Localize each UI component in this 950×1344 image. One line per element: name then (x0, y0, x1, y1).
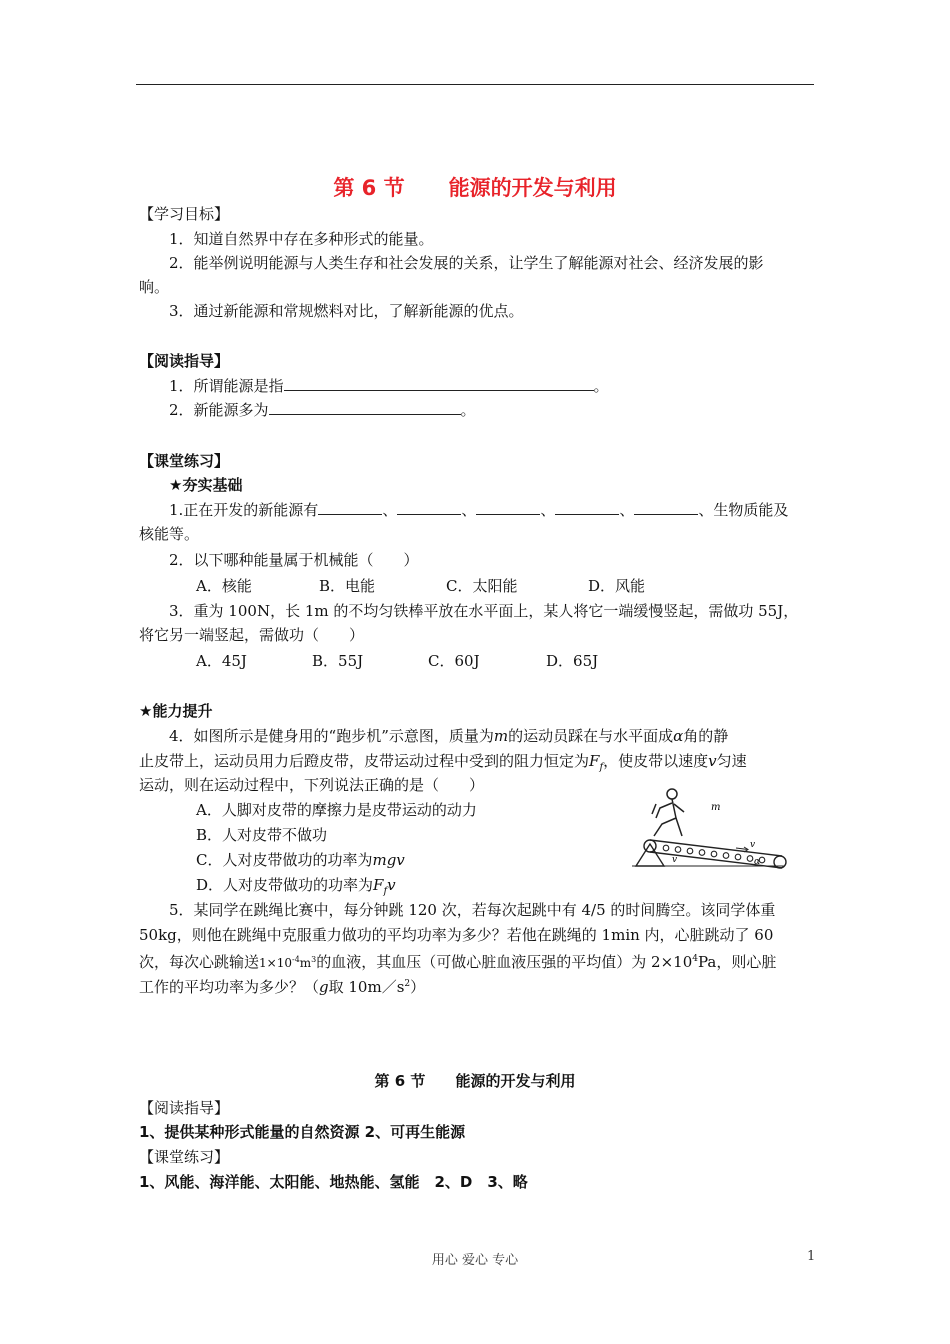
answer-blank[interactable] (397, 500, 461, 515)
practice-q4-line3: 运动，则在运动过程中，下列说法正确的是（ ） (139, 776, 485, 794)
goal-item: 1．知道自然界中存在多种形式的能量。 (169, 230, 434, 248)
answer-blank[interactable] (634, 500, 698, 515)
belt-top (650, 840, 782, 856)
page-footer: 用心 爱心 专心 (431, 1253, 519, 1268)
option: A．人脚对皮带的摩擦力是皮带运动的动力 (196, 801, 477, 819)
answers-practice: 1、风能、海洋能、太阳能、地热能、氢能 2、D 3、略 (139, 1173, 528, 1191)
answer-blank[interactable] (284, 376, 594, 391)
treadmill-figure (632, 784, 788, 870)
practice-q5-line1: 5．某同学在跳绳比赛中，每分钟跳 120 次，若每次起跳中有 4/5 的时间腾空。该同学体重 (169, 901, 776, 919)
roller (644, 840, 656, 852)
practice-q2: 2．以下哪种能量属于机械能（ ） (169, 551, 419, 569)
answers-title: 第 6 节 能源的开发与利用 (374, 1072, 576, 1090)
fig-label-v-bottom: v (672, 855, 678, 865)
fig-label-m: m (711, 802, 721, 813)
practice-q4-line1: 4．如图所示是健身用的“跑步机”示意图，质量为m的运动员踩在与水平面成α角的静 (169, 727, 729, 745)
option: B．人对皮带不做功 (196, 826, 328, 844)
goal-item: 响。 (139, 278, 170, 296)
answers-practice-heading: 【课堂练习】 (139, 1148, 230, 1166)
practice-q5-line2: 50kg，则他在跳绳中克服重力做功的平均功率为多少？若他在跳绳的 1min 内，心脏跳动了 60 (139, 926, 774, 944)
practice-heading: 【课堂练习】 (139, 452, 230, 470)
page-number: 1 (807, 1249, 816, 1264)
reading-q1: 1．所谓能源是指 。 (169, 377, 609, 395)
fig-label-alpha: α (754, 857, 761, 867)
option: D．人对皮带做功的功率为$F_fv$ (196, 876, 396, 897)
answers-reading: 1、提供某种形式能量的自然资源 2、可再生能源 (139, 1123, 466, 1141)
goal-item: 3．通过新能源和常规燃料对比，了解新能源的优点。 (169, 302, 524, 320)
option: A．45J (196, 652, 247, 670)
option: A．核能 (196, 577, 252, 595)
header-rule (136, 84, 814, 85)
practice-q3-cont: 将它另一端竖起，需做功（ ） (139, 626, 365, 644)
option: B．55J (312, 652, 364, 670)
option: C．60J (428, 652, 480, 670)
goal-item: 2．能举例说明能源与人类生存和社会发展的关系，让学生了解能源对社会、经济发展的影 (169, 254, 764, 272)
reading-heading: 【阅读指导】 (139, 352, 230, 370)
basic-heading: ★夯实基础 (169, 476, 243, 494)
practice-q1-cont: 核能等。 (139, 525, 200, 543)
page-title: 第 6 节 能源的开发与利用 (333, 176, 617, 200)
option: C．太阳能 (446, 577, 518, 595)
practice-q1: 1.正在开发的新能源有 、 、 、 、 、生物质能及 (169, 501, 789, 519)
practice-q4-line2: 止皮带上，运动员用力后蹬皮带，皮带运动过程中受到的阻力恒定为$F_f$，使皮带以速度v匀速 (139, 752, 747, 773)
goals-heading: 【学习目标】 (139, 205, 230, 223)
fig-label-v: v (750, 840, 756, 850)
option: C．人对皮带做功的功率为mgv (196, 851, 405, 869)
answer-blank[interactable] (476, 500, 540, 515)
practice-q5-line3: 次，每次心跳输送$1\times 10^{-4}m^3$的血液，其血压（可做心脏血液压强的平均值）为 $2\times 10^4Pa$，则心脏 (139, 953, 777, 971)
runner-icon (652, 789, 684, 836)
option: D．风能 (588, 577, 646, 595)
option: B．电能 (319, 577, 376, 595)
answers-reading-heading: 【阅读指导】 (139, 1099, 230, 1117)
answer-blank[interactable] (555, 500, 619, 515)
option: D．65J (546, 652, 599, 670)
advanced-heading: ★能力提升 (139, 702, 213, 720)
practice-q5-line4: 工作的平均功率为多少？（g取 $10m/s^2$） (139, 978, 426, 996)
practice-q3: 3．重为 100N，长 1m 的不均匀铁棒平放在水平面上，某人将它一端缓慢竖起，需做功 55J， (169, 602, 799, 620)
answer-blank[interactable] (269, 400, 461, 415)
answer-blank[interactable] (318, 500, 382, 515)
reading-q2: 2．新能源多为 。 (169, 401, 476, 419)
support-triangle (636, 844, 664, 866)
